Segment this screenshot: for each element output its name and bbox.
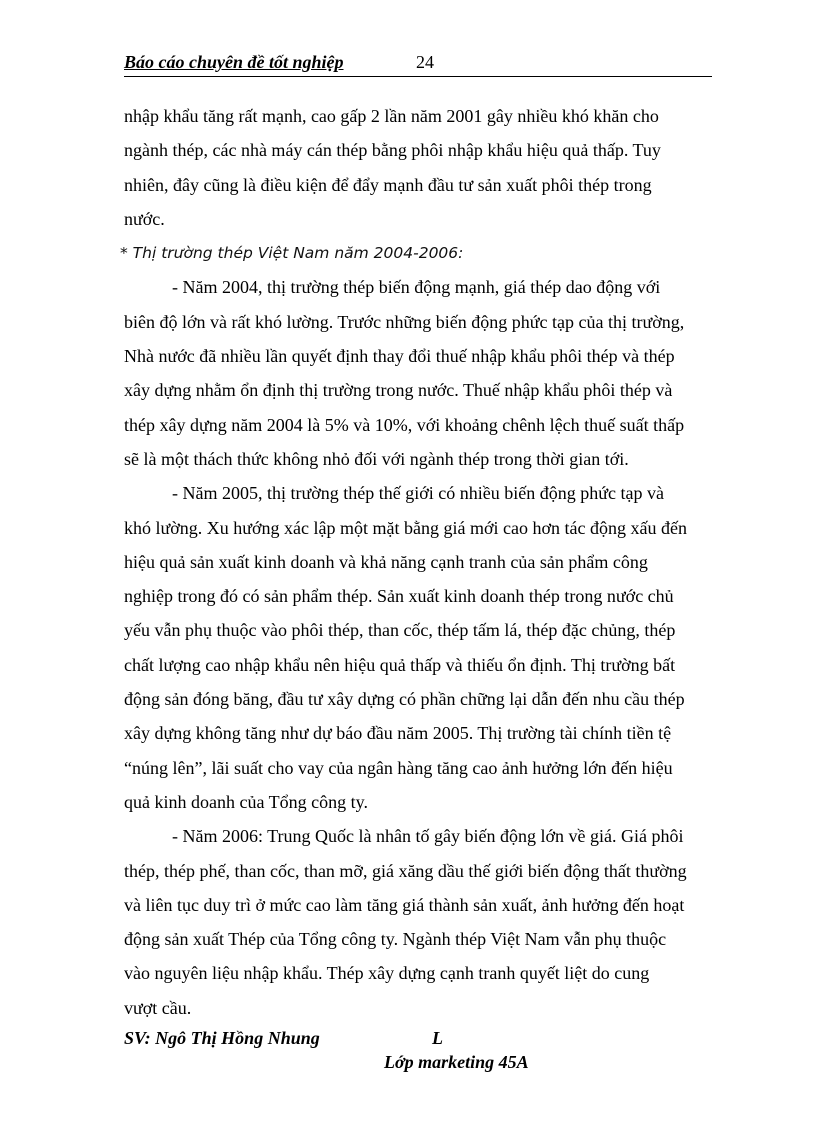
page-number: 24: [416, 52, 434, 72]
text-line: động sản xuất Thép của Tổng công ty. Ngành thép Việt Nam vẫn phụ thuộc: [124, 929, 667, 950]
text-line: sẽ là một thách thức không nhỏ đối với ngành thép trong thời gian tới.: [124, 448, 629, 469]
document-body: [120, 99, 714, 1025]
text-line: và liên tục duy trì ở mức cao làm tăng giá thành sản xuất, ảnh hưởng đến hoạt: [124, 894, 685, 915]
text-line: nước.: [124, 208, 165, 229]
text-line: - Năm 2006: Trung Quốc là nhân tố gây biến động lớn về giá. Giá phôi: [172, 826, 684, 847]
intro-paragraph: [124, 99, 714, 236]
header-title: Báo cáo chuyên đề tốt nghiệp: [124, 52, 344, 72]
page-header: [124, 52, 712, 77]
page-footer: [124, 1026, 724, 1076]
text-line: - Năm 2004, thị trường thép biến động mạnh, giá thép dao động với: [172, 277, 661, 298]
text-line: động sản đóng băng, đầu tư xây dựng có phần chững lại dẫn đến nhu cầu thép: [124, 689, 685, 710]
text-line: xây dựng không tăng như dự báo đầu năm 2005. Thị trường tài chính tiền tệ: [124, 723, 672, 744]
text-line: thép xây dựng năm 2004 là 5% và 10%, với khoảng chênh lệch thuế suất thấp: [124, 414, 685, 435]
text-line: xây dựng nhằm ổn định thị trường trong nước. Thuế nhập khẩu phôi thép và: [124, 380, 673, 401]
text-line: yếu vẫn phụ thuộc vào phôi thép, than cốc, thép tấm lá, thép đặc chủng, thép: [124, 620, 676, 641]
text-line: nhập khẩu tăng rất mạnh, cao gấp 2 lần năm 2001 gây nhiều khó khăn cho: [124, 106, 659, 126]
student-name: SV: Ngô Thị Hồng Nhung: [124, 1028, 320, 1048]
text-line: biên độ lớn và rất khó lường. Trước những biến động phức tạp của thị trường,: [124, 311, 685, 332]
text-line: “núng lên”, lãi suất cho vay của ngân hàng tăng cao ảnh hưởng lớn đến hiệu: [124, 757, 673, 778]
text-line: hiệu quả sản xuất kinh doanh và khả năng cạnh tranh của sản phẩm công: [124, 551, 648, 572]
text-line: thép, thép phế, than cốc, than mỡ, giá xăng dầu thế giới biến động thất thường: [124, 860, 687, 881]
text-line: nghiệp trong đó có sản phẩm thép. Sản xuất kinh doanh thép trong nước chủ: [124, 586, 674, 607]
text-line: quả kinh doanh của Tổng công ty.: [124, 791, 368, 812]
class-name: Lớp marketing 45A: [384, 1052, 529, 1072]
text-line: Nhà nước đã nhiều lần quyết định thay đổi thuế nhập khẩu phôi thép và thép: [124, 346, 675, 367]
paragraph-2004: [124, 270, 714, 476]
section-heading-row: [120, 236, 714, 270]
text-line: - Năm 2005, thị trường thép thế giới có nhiều biến động phức tạp và: [172, 483, 664, 504]
text-line: ngành thép, các nhà máy cán thép bằng phôi nhập khẩu hiệu quả thấp. Tuy: [124, 140, 661, 161]
text-line: chất lượng cao nhập khẩu nên hiệu quả thấp và thiếu ổn định. Thị trường bất: [124, 654, 676, 675]
text-line: khó lường. Xu hướng xác lập một mặt bằng giá mới cao hơn tác động xấu đến: [124, 517, 687, 538]
text-line: vượt cầu.: [124, 997, 192, 1018]
paragraph-2005: [124, 476, 714, 819]
section-heading: * Thị trường thép Việt Nam năm 2004-2006:: [120, 244, 464, 263]
text-line: nhiên, đây cũng là điều kiện để đẩy mạnh đầu tư sản xuất phôi thép trong: [124, 174, 652, 195]
paragraph-2006: [124, 819, 714, 1025]
text-line: vào nguyên liệu nhập khẩu. Thép xây dựng cạnh tranh quyết liệt do cung: [124, 963, 650, 984]
footer-mark: L: [432, 1028, 443, 1048]
